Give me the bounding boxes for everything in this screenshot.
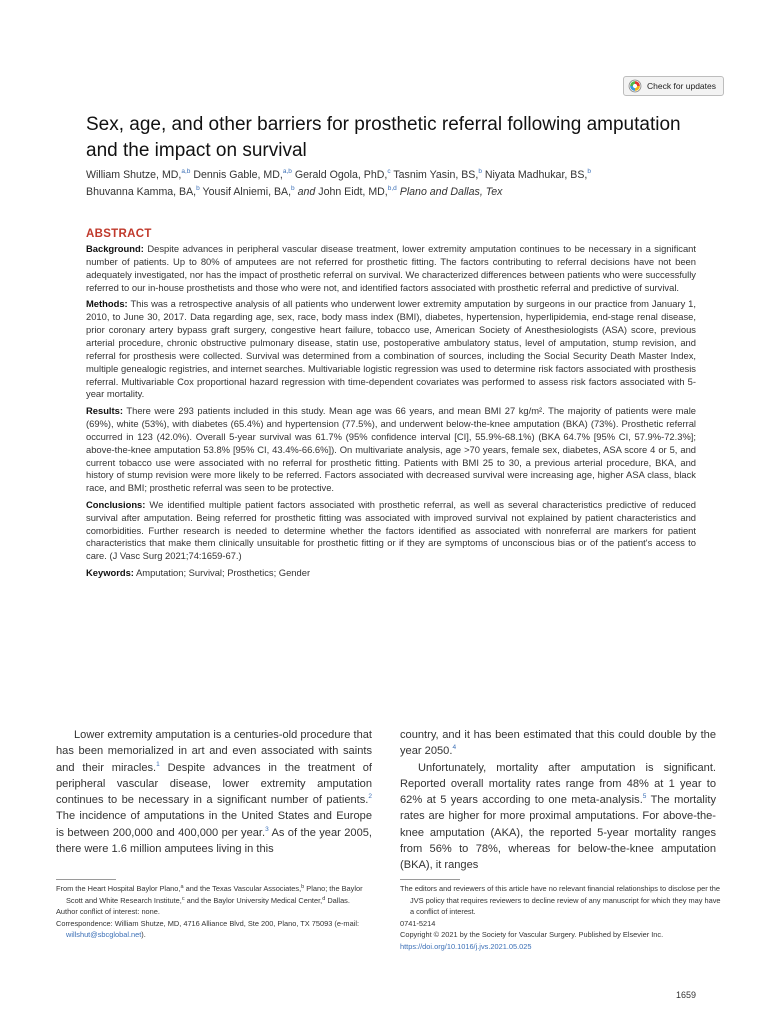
author-affiliation[interactable]: b: [196, 185, 200, 192]
author-name: Dennis Gable, MD,: [193, 169, 283, 181]
abstract-text: Amputation; Survival; Prosthetics; Gender: [136, 566, 311, 578]
body-column-left: [56, 727, 372, 857]
author-name: William Shutze, MD,: [86, 169, 182, 181]
body-paragraph: country, and it has been estimated that this could double by the year 2050.$^4$: [400, 729, 716, 758]
author-name: Gerald Ogola, PhD,: [294, 169, 388, 181]
author-name: Niyata Madhukar, BS,: [484, 169, 588, 181]
body-paragraph: Unfortunately, mortality after amputation is significant. Reported overall mortality rates range from 48% at 1 year to 62% at 5 years according to one meta-analysis.$^5$ The mortality rates are higher for more proximal amputations. For above-the-knee amputation (AKA), the reported 5-year mortality ranges from 56% to 78%, whereas for below-the-knee amputation (BKA), it ranges: [400, 761, 716, 872]
author-affiliation[interactable]: b: [478, 168, 482, 175]
authors-and: and: [297, 186, 316, 198]
author-affiliation[interactable]: b: [587, 168, 591, 175]
abstract-text: Despite advances in peripheral vascular disease treatment, lower extremity amputation continues to be necessary in a significant number of patients. Up to 80% of amputees are not referred for prosthetic fitting. The factors contributing to referral decisions have not been adequately investigated, nor has the impact of prosthetic referral on survival. We characterized differences between patients who were successfully referred to our in-house prosthetists and those who were not, and identified factors associated with prosthetic referral and predictive of survival.: [86, 243, 696, 293]
editors-note: The editors and reviewers of this article have no relevant financial relationships to disclose per the JVS policy that requires reviewers to decline review of any manuscript for which they may have a conflict of interest.: [400, 884, 721, 917]
author-affiliation[interactable]: c: [387, 168, 391, 175]
author-list: [86, 167, 701, 201]
abstract-heading: ABSTRACT: [86, 228, 152, 240]
copyright: Copyright © 2021 by the Society for Vascular Surgery. Published by Elsevier Inc.: [400, 930, 664, 940]
abstract-conclusions: [86, 499, 696, 564]
abstract-label: Methods:: [86, 298, 128, 310]
issn: 0741-5214: [400, 918, 436, 928]
footnote-divider-right: [400, 879, 460, 880]
article-title: Sex, age, and other barriers for prosthetic referral following amputation and the impact on survival: [86, 114, 681, 161]
author-affiliation[interactable]: b,d: [387, 185, 397, 192]
abstract-text: This was a retrospective analysis of all patients who underwent lower extremity amputation by surgeons in our practice from January 1, 2010, to June 30, 2017. Data regarding age, sex, race, body mass index (BMI), diabetes, hypertension, hyperlipidemia, end-stage renal disease, prior coronary artery bypass graft surgery, congestive heart failure, tobacco use, American Society of Anesthesiologists (ASA) score, previous arterial procedure, chronic obstructive pulmonary disease, statin use, postoperative ambulatory status, level of amputation, stump revision, and referral for prosthesis were collected. Survival was determined from a combination of sources, including the Social Security Death Master Index, multiple genealogic registries, and internet searches. Multivariable logistic regression was used to determine risk factors associated with prosthesis referral. Multivariable Cox proportional hazard regression with time-dependent covariates was performed to assess risk factors associated with 5-year mortality.: [86, 298, 696, 400]
abstract-keywords: [86, 567, 696, 580]
author-affiliation[interactable]: a,b: [282, 168, 292, 175]
citation-link[interactable]: 5: [642, 793, 647, 801]
page-number: 1659: [676, 990, 697, 1000]
abstract-label: Keywords:: [86, 566, 134, 578]
author-name: Yousif Alniemi, BA,: [202, 186, 292, 198]
author-name: Tasnim Yasin, BS,: [393, 169, 479, 181]
abstract-body: [86, 243, 696, 583]
check-updates-icon: [628, 79, 642, 93]
abstract-methods: [86, 298, 696, 401]
author-name: Bhuvanna Kamma, BA,: [86, 186, 197, 198]
abstract-text: We identified multiple patient factors associated with prosthetic referral, as well as several characteristics predictive of reduced survival after amputation. Being referred for prosthetic fitting was associated with improved survival not explained by patient characteristics and comorbidities. Further research is needed to determine whether the factors identified as associated with nonreferral are markers for patient characteristics that make them clinically unsuitable for prosthetic fitting or if they are symptoms of unconscious bias or of the patient's access to care. (J Vasc Surg 2021;74:1659-67.): [86, 498, 696, 562]
author-affiliation[interactable]: b: [291, 185, 295, 192]
author-location: Plano and Dallas, Tex: [399, 186, 503, 198]
footnotes-left: [56, 883, 378, 941]
author-name: John Eidt, MD,: [318, 186, 388, 198]
citation-link[interactable]: 1: [156, 760, 160, 768]
abstract-label: Background:: [86, 243, 144, 254]
check-for-updates-button[interactable]: [623, 76, 724, 96]
abstract-results: [86, 405, 696, 495]
abstract-text: There were 293 patients included in this study. Mean age was 66 years, and mean BMI 27 kg/m². The majority of patients were male (69%), white (53%), with diabetes (65.4%) and hypertension (77.5%), and underwent below-the-knee amputation (BKA) (73%). Prosthetic referral occurred in 123 (42.0%). Overall 5-year survival was 61.7% (95% confidence interval [CI], 55.9%-68.1%) (BKA 64.7% [95% CI, 57.9%-72.3%]; above-the-knee amputation 53.8% [95% CI, 43.4%-66.6%]). On multivariate analysis, age >70 years, female sex, diabetes, ASA score 4 or 5, and current tobacco use were associated with no referral for prosthetic fitting. Patients with BMI 25 to 30, a previous arterial procedure, BKA, and history of stump revision were more likely to be referred. Factors associated with decreased survival were increasing age, higher ASA class, black race, and BMI; prosthetic referral was seen to be protective.: [86, 404, 697, 494]
citation-link[interactable]: 4: [452, 744, 457, 752]
citation-link[interactable]: 3: [265, 825, 269, 833]
check-updates-label: Check for updates: [647, 81, 716, 91]
footnotes-right: [400, 883, 722, 953]
body-column-right: [400, 727, 716, 874]
affiliations-note: From the Heart Hospital Baylor Plano,$^a$ and the Texas Vascular Associates,$^b$ Plano; the Baylor Scott and White Research Institute,$^c$ and the Baylor University Medical Center,$^d$ Dallas.: [56, 884, 363, 905]
abstract-label: Results:: [86, 404, 123, 416]
body-paragraph: Lower extremity amputation is a centuries-old procedure that has been memorialized in art and even associated with saints and their miracles.$^1$ Despite advances in the treatment of peripheral vascular disease, lower extremity amputation continues to be necessary in a significant number of patients.$^2$ The incidence of amputations in the United States and Europe is between 200,000 and 400,000 per year.$^3$ As of the year 2005, there were 1.6 million amputees living in this: [56, 729, 372, 856]
author-affiliation[interactable]: a,b: [181, 168, 191, 175]
abstract-background: [86, 243, 696, 295]
conflict-note: Author conflict of interest: none.: [56, 907, 160, 917]
email-link[interactable]: willshut@sbcglobal.net: [66, 930, 142, 940]
citation-link[interactable]: 2: [368, 793, 372, 801]
doi-link[interactable]: https://doi.org/10.1016/j.jvs.2021.05.025: [400, 941, 532, 951]
footnote-divider-left: [56, 879, 116, 880]
correspondence-note: Correspondence: William Shutze, MD, 4716 Alliance Blvd, Ste 200, Plano, TX 75093 (e-mail: willshut@sbcglobal.net).: [56, 918, 360, 940]
abstract-label: Conclusions:: [86, 498, 146, 510]
